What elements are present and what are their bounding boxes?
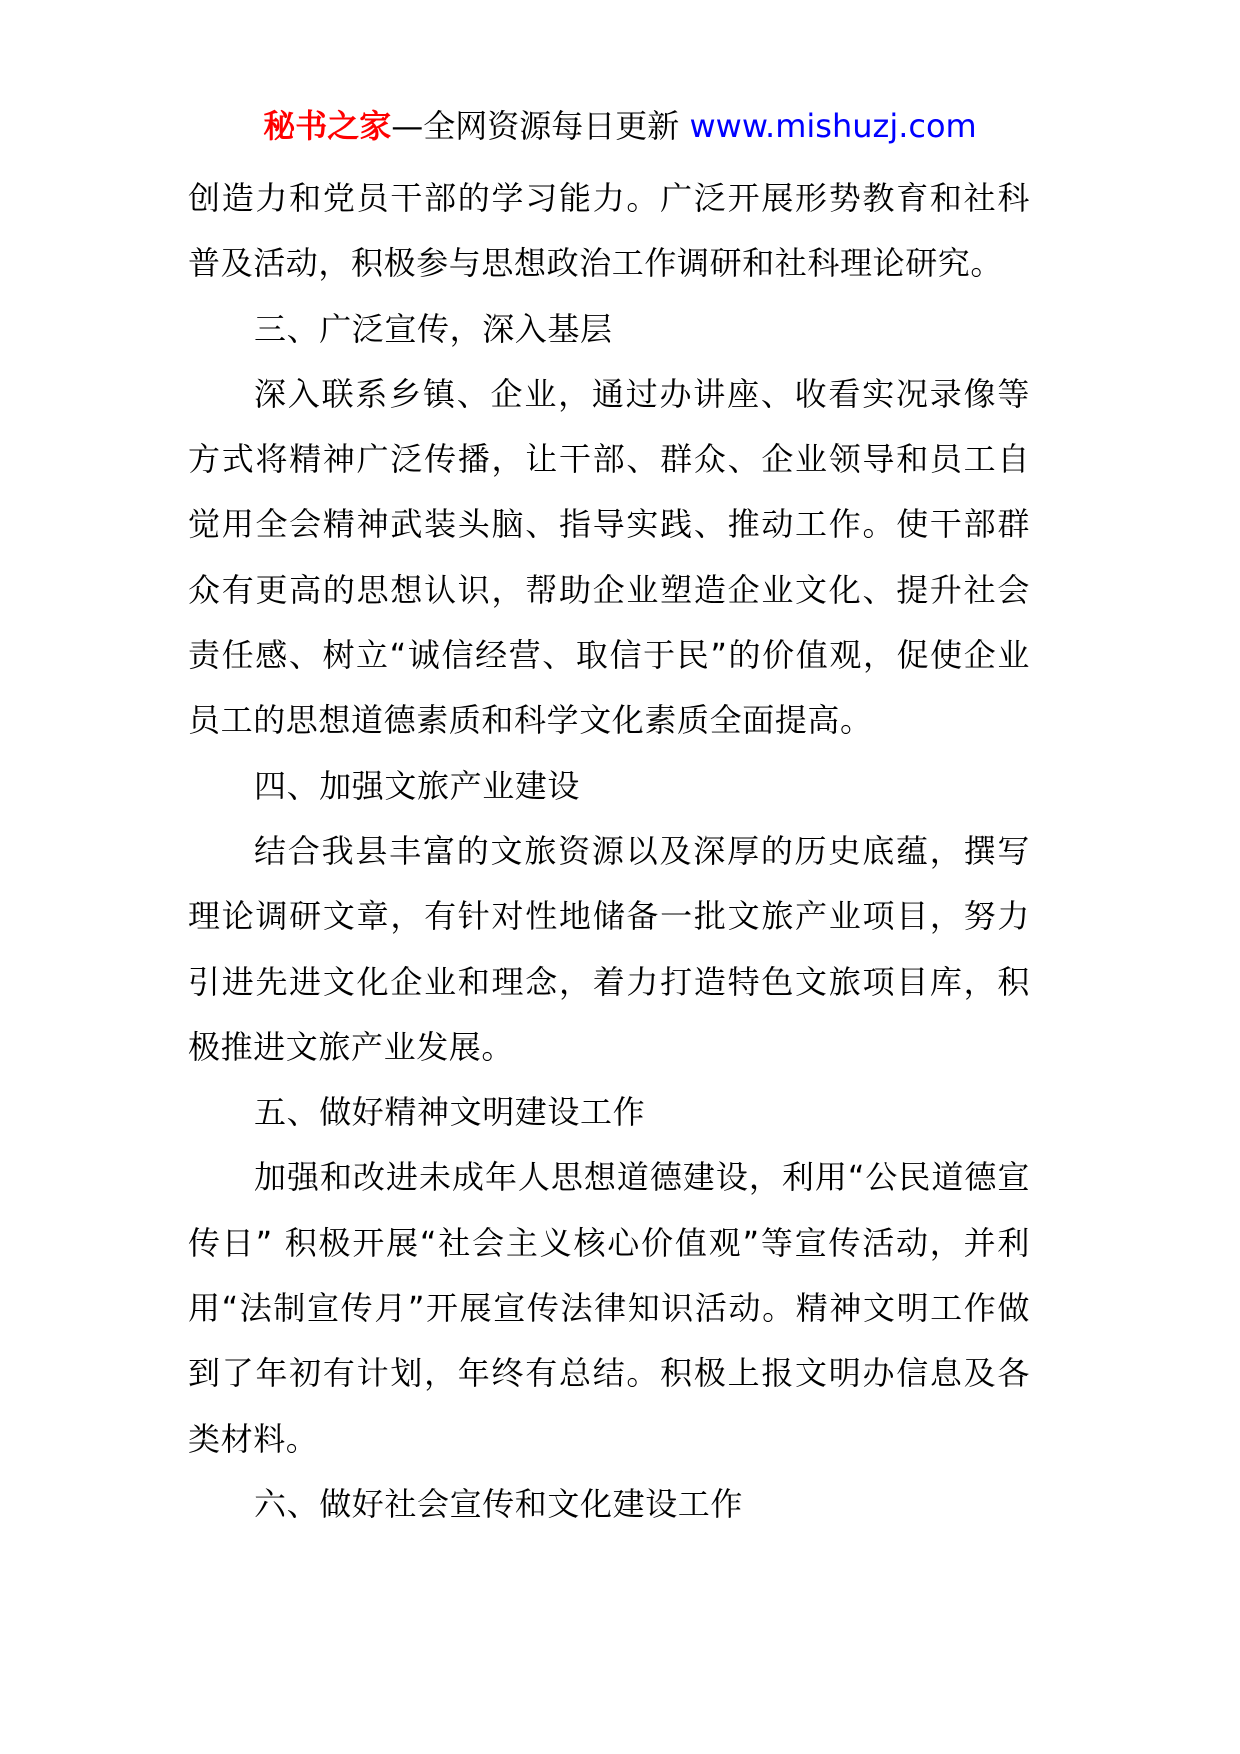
header-tagline: —全网资源每日更新 (391, 107, 680, 145)
paragraph-section-3: 深入联系乡镇、企业，通过办讲座、收看实况录像等方式将精神广泛传播，让干部、群众、企业领导和员工自觉用全会精神武装头脑、指导实践、推动工作。使干部群众有更高的思想认识，帮助企业塑造企业文化、提升社会责任感、树立“诚信经营、取信于民”的价值观，促使企业员工的思想道德素质和科学文化素质全面提高。 (188, 374, 1030, 740)
paragraph-section-4: 结合我县丰富的文旅资源以及深厚的历史底蕴，撰写理论调研文章，有针对性地储备一批文旅产业项目，努力引进先进文化企业和理念，着力打造特色文旅项目库，积极推进文旅产业发展。 (188, 831, 1030, 1066)
site-url-link[interactable]: www.mishuzj.com (689, 107, 977, 145)
section-heading-3: 三、广泛宣传，深入基层 (254, 309, 613, 348)
document-body (188, 166, 1030, 1537)
page-header (0, 104, 1240, 148)
section-heading-4: 四、加强文旅产业建设 (254, 766, 581, 805)
paragraph-section-5: 加强和改进未成年人思想道德建设，利用“公民道德宣传日” 积极开展“社会主义核心价值观”等宣传活动，并利用“法制宣传月”开展宣传法律知识活动。精神文明工作做到了年初有计划，年终有总结。积极上报文明办信息及各类材料。 (188, 1158, 1030, 1458)
section-heading-6: 六、做好社会宣传和文化建设工作 (254, 1484, 744, 1523)
paragraph-continuation: 创造力和党员干部的学习能力。广泛开展形势教育和社科普及活动，积极参与思想政治工作调研和社科理论研究。 (188, 179, 1030, 283)
brand-name: 秘书之家 (263, 107, 392, 145)
section-heading-5: 五、做好精神文明建设工作 (254, 1093, 646, 1132)
